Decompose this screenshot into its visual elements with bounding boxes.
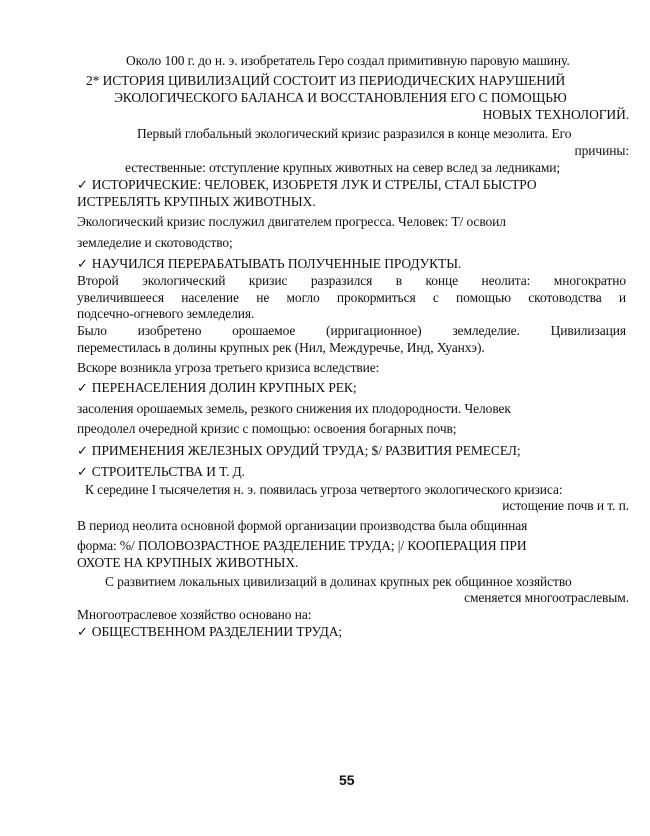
text-line: Вскоре возникла угроза третьего кризиса вследствие: xyxy=(77,360,380,375)
checked-line xyxy=(77,380,356,397)
checked-line-text: СТРОИТЕЛЬСТВА И Т. Д. xyxy=(91,464,245,479)
text-line: истощение почв и т. п. xyxy=(502,498,629,513)
check-mark-icon: ✓ xyxy=(77,381,88,396)
text-line: ИСТРЕБЛЯТЬ КРУПНЫХ ЖИВОТНЫХ. xyxy=(77,194,316,209)
text-line: Второй экологический кризис разразился в конце неолита: многократно xyxy=(77,273,626,288)
text-line: сменяется многоотраслевым. xyxy=(464,590,629,605)
heading-line: 2* ИСТОРИЯ ЦИВИЛИЗАЦИЙ СОСТОИТ ИЗ ПЕРИОДИЧЕСКИХ НАРУШЕНИЙ xyxy=(86,73,566,88)
text-line: переместилась в долины крупных рек (Нил, Междуречье, Инд, Хуанхэ). xyxy=(77,340,485,355)
text-line: Было изобретено орошаемое (ирригационное) земледелие. Цивилизация xyxy=(77,323,626,338)
text-line: засоления орошаемых земель, резкого снижения их плодородности. Человек xyxy=(77,401,511,416)
text-line: Около 100 г. до н. э. изобретатель Геро создал примитивную паровую машину. xyxy=(126,53,570,68)
text-line: Первый глобальный экологический кризис разразился в конце мезолита. Его xyxy=(137,126,572,141)
text-line: форма: %/ ПОЛОВОЗРАСТНОЕ РАЗДЕЛЕНИЕ ТРУДА; |/ КООПЕРАЦИЯ ПРИ xyxy=(77,538,527,553)
text-line: Экологический кризис послужил двигателем прогресса. Человек: Т/ освоил xyxy=(77,214,506,229)
checked-line xyxy=(77,177,537,194)
text-line: естественные: отступление крупных животных на север вслед за ледниками; xyxy=(125,160,561,175)
text-line: земледелие и скотоводство; xyxy=(77,235,233,250)
heading-line: ЭКОЛОГИЧЕСКОГО БАЛАНСА И ВОССТАНОВЛЕНИЯ ЕГО С ПОМОЩЬЮ xyxy=(114,90,567,105)
check-mark-icon: ✓ xyxy=(77,625,88,640)
checked-line-text: ОБЩЕСТВЕННОМ РАЗДЕЛЕНИИ ТРУДА; xyxy=(91,624,343,639)
text-line: подсечно-огневого земледелия. xyxy=(77,306,255,321)
text-line: В период неолита основной формой организации производства была общинная xyxy=(77,518,528,533)
text-line: К середине I тысячелетия н. э. появилась угроза четвертого экологического кризиса: xyxy=(85,482,563,497)
check-mark-icon: ✓ xyxy=(77,178,88,193)
checked-line-text: ИСТОРИЧЕСКИЕ: ЧЕЛОВЕК, ИЗОБРЕТЯ ЛУК И СТРЕЛЫ, СТАЛ БЫСТРО xyxy=(91,177,537,192)
text-line: ОХОТЕ НА КРУПНЫХ ЖИВОТНЫХ. xyxy=(77,555,299,570)
check-mark-icon: ✓ xyxy=(77,444,88,459)
check-mark-icon: ✓ xyxy=(77,257,88,272)
checked-line xyxy=(77,464,245,481)
check-mark-icon: ✓ xyxy=(77,465,88,480)
page-number: 55 xyxy=(339,772,355,788)
text-line: причины: xyxy=(574,143,629,158)
checked-line xyxy=(77,443,521,460)
text-line: Многоотраслевое хозяйство основано на: xyxy=(77,607,312,622)
checked-line xyxy=(77,624,342,641)
text-line: С развитием локальных цивилизаций в долинах крупных рек общинное хозяйство xyxy=(105,574,572,589)
heading-line: НОВЫХ ТЕХНОЛОГИЙ. xyxy=(482,107,629,122)
checked-line-text: НАУЧИЛСЯ ПЕРЕРАБАТЫВАТЬ ПОЛУЧЕННЫЕ ПРОДУКТЫ. xyxy=(91,256,462,271)
text-line: увеличившееся население не могло прокормиться с помощью скотоводства и xyxy=(77,290,626,305)
checked-line-text: ПРИМЕНЕНИЯ ЖЕЛЕЗНЫХ ОРУДИЙ ТРУДА; $/ РАЗВИТИЯ РЕМЕСЕЛ; xyxy=(91,443,521,458)
checked-line-text: ПЕРЕНАСЕЛЕНИЯ ДОЛИН КРУПНЫХ РЕК; xyxy=(91,380,357,395)
text-line: преодолел очередной кризис с помощью: освоения богарных почв; xyxy=(77,421,457,436)
checked-line xyxy=(77,256,461,273)
